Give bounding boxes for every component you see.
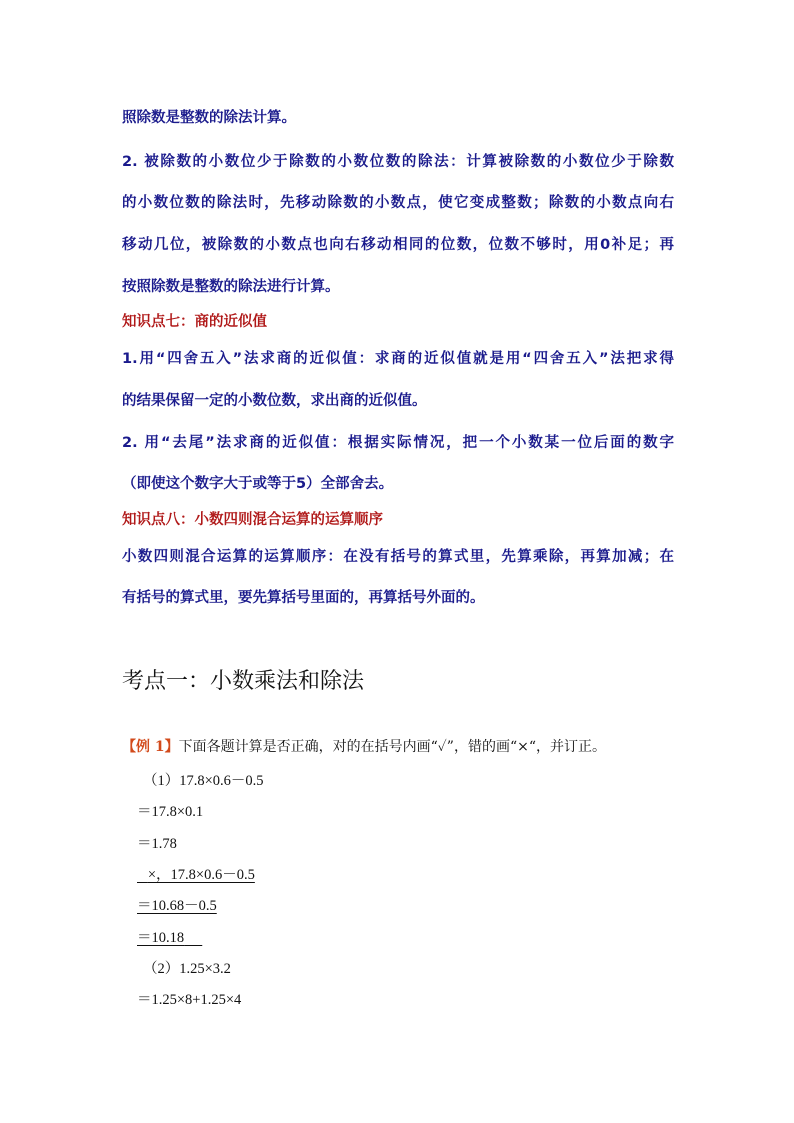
work-line: ＝1.78 [137, 836, 177, 852]
paragraph-line: 1.用“四舍五入”法求商的近似值：求商的近似值就是用“四舍五入”法把求得 [122, 351, 674, 367]
work-line-text: ×，17.8×0.6－0.5 [147, 867, 255, 883]
paragraph-line: 有括号的算式里，要先算括号里面的，再算括号外面的。 [122, 590, 485, 606]
example-prompt [122, 736, 606, 756]
work-line [137, 926, 202, 947]
paragraph-line: 2. 用“去尾”法求商的近似值：根据实际情况，把一个小数某一位后面的数字 [122, 435, 674, 451]
work-line: （2）1.25×3.2 [143, 961, 231, 977]
example-text: 下面各题计算是否正确，对的在括号内画“✓”，错的画“×“，并订正。 [178, 739, 607, 755]
work-line: （1）17.8×0.6－0.5 [143, 773, 264, 789]
paragraph-line: 小数四则混合运算的运算顺序：在没有括号的算式里，先算乘除，再算加减；在 [122, 549, 674, 565]
paragraph-line: 2. 被除数的小数位少于除数的小数位数的除法：计算被除数的小数位少于除数 [122, 154, 674, 170]
work-line: ＝1.25×8+1.25×4 [137, 992, 242, 1008]
work-line-text: ＝10.18 [137, 930, 185, 946]
work-line-indent [137, 867, 148, 883]
knowledge-heading: 知识点八：小数四则混合运算的运算顺序 [122, 511, 383, 528]
paragraph-line: 的结果保留一定的小数位数，求出商的近似值。 [122, 393, 427, 409]
paragraph-line: （即使这个数字大于或等于5）全部舍去。 [122, 476, 394, 492]
paragraph-line: 的小数位数的除法时，先移动除数的小数点，使它变成整数；除数的小数点向右 [122, 195, 674, 211]
knowledge-heading: 知识点七：商的近似值 [122, 313, 267, 330]
work-line: ＝10.68－0.5 [137, 898, 217, 914]
paragraph-line: 按照除数是整数的除法进行计算。 [122, 279, 340, 295]
example-tag: 【例 1】 [122, 739, 179, 755]
paragraph-line: 照除数是整数的除法计算。 [122, 110, 296, 126]
work-line-pad [184, 930, 202, 946]
work-line: ＝17.8×0.1 [137, 804, 204, 820]
section-title: 考点一：小数乘法和除法 [122, 669, 365, 694]
work-line [137, 863, 255, 884]
paragraph-line: 移动几位，被除数的小数点也向右移动相同的位数，位数不够时，用0补足；再 [122, 237, 674, 253]
